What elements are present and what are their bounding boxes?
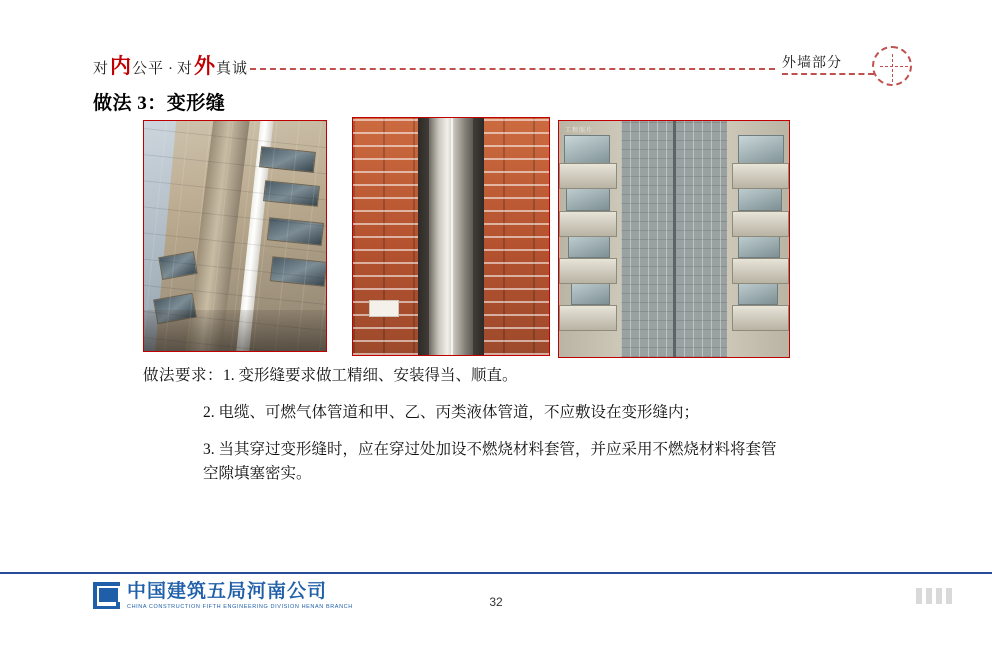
photo3-balcony <box>559 211 617 237</box>
motto-part2: 公平 <box>132 61 165 77</box>
photo3-balcony <box>559 305 617 331</box>
deco-dot <box>946 598 952 604</box>
photo2-dark-band-right <box>473 118 485 355</box>
photo-building-gap-joint <box>558 120 790 358</box>
photo3-expansion-joint-line <box>673 121 676 357</box>
photo3-balcony <box>732 258 790 284</box>
photo-facade-expansion-joint <box>143 120 327 352</box>
photo3-balcony <box>559 163 617 189</box>
section-label: 外墙部分 <box>782 56 842 71</box>
photo3-window <box>738 135 784 166</box>
requirement-line-3-cont <box>143 462 923 486</box>
requirement-line-1 <box>143 364 923 388</box>
header-motto <box>93 50 248 80</box>
requirement-item-2: 2. 电缆、可燃气体管道和甲、乙、丙类液体管道，不应敷设在变形缝内； <box>203 404 700 422</box>
deco-dot <box>926 598 932 604</box>
page-number: 32 <box>489 595 503 609</box>
requirement-line-2 <box>143 401 923 425</box>
photo3-balcony <box>732 211 790 237</box>
company-name-en: CHINA CONSTRUCTION FIFTH ENGINEERING DIVISION HENAN BRANCH <box>127 603 353 610</box>
photo2-metal-cover <box>429 118 472 355</box>
motto-accent1: 内 <box>110 54 132 78</box>
photo3-watermark: 工程照片 <box>565 128 594 134</box>
photo1-shadow <box>144 310 326 351</box>
footer-decoration <box>916 588 952 604</box>
photo3-balcony <box>732 163 790 189</box>
crosshair-decoration-icon <box>872 46 912 86</box>
header-divider-line-right <box>782 73 874 75</box>
motto-accent2: 外 <box>194 54 216 78</box>
photo2-metal-highlight <box>451 118 453 355</box>
deco-dot <box>916 598 922 604</box>
deco-dot <box>936 598 942 604</box>
photo3-balcony <box>732 305 790 331</box>
motto-part4: 真诚 <box>216 61 249 77</box>
requirement-label: 做法要求： <box>143 367 224 384</box>
company-name-cn: 中国建筑五局河南公司 <box>127 581 328 602</box>
header-divider-line <box>250 68 775 70</box>
requirement-item-3-continued: 空隙填塞密实。 <box>203 465 312 483</box>
photo2-label-plate <box>369 300 399 317</box>
motto-part3: 对 <box>177 61 194 77</box>
photo3-window <box>564 135 610 166</box>
page-title: 做法 3：变形缝 <box>93 93 226 114</box>
body-text <box>143 364 923 499</box>
requirement-item-1: 1. 变形缝要求做工精细、安装得当、顺直。 <box>223 367 518 384</box>
motto-dot: · <box>168 61 174 77</box>
photo-brick-metal-joint-cover <box>352 117 550 356</box>
requirement-line-3 <box>143 438 923 462</box>
requirement-item-3: 3. 当其穿过变形缝时，应在穿过处加设不燃烧材料套管，并应采用不燃烧材料将套管 <box>203 441 777 459</box>
motto-part1: 对 <box>93 61 110 77</box>
photo2-dark-band-left <box>418 118 430 355</box>
footer-divider <box>0 572 992 574</box>
photo3-balcony <box>559 258 617 284</box>
